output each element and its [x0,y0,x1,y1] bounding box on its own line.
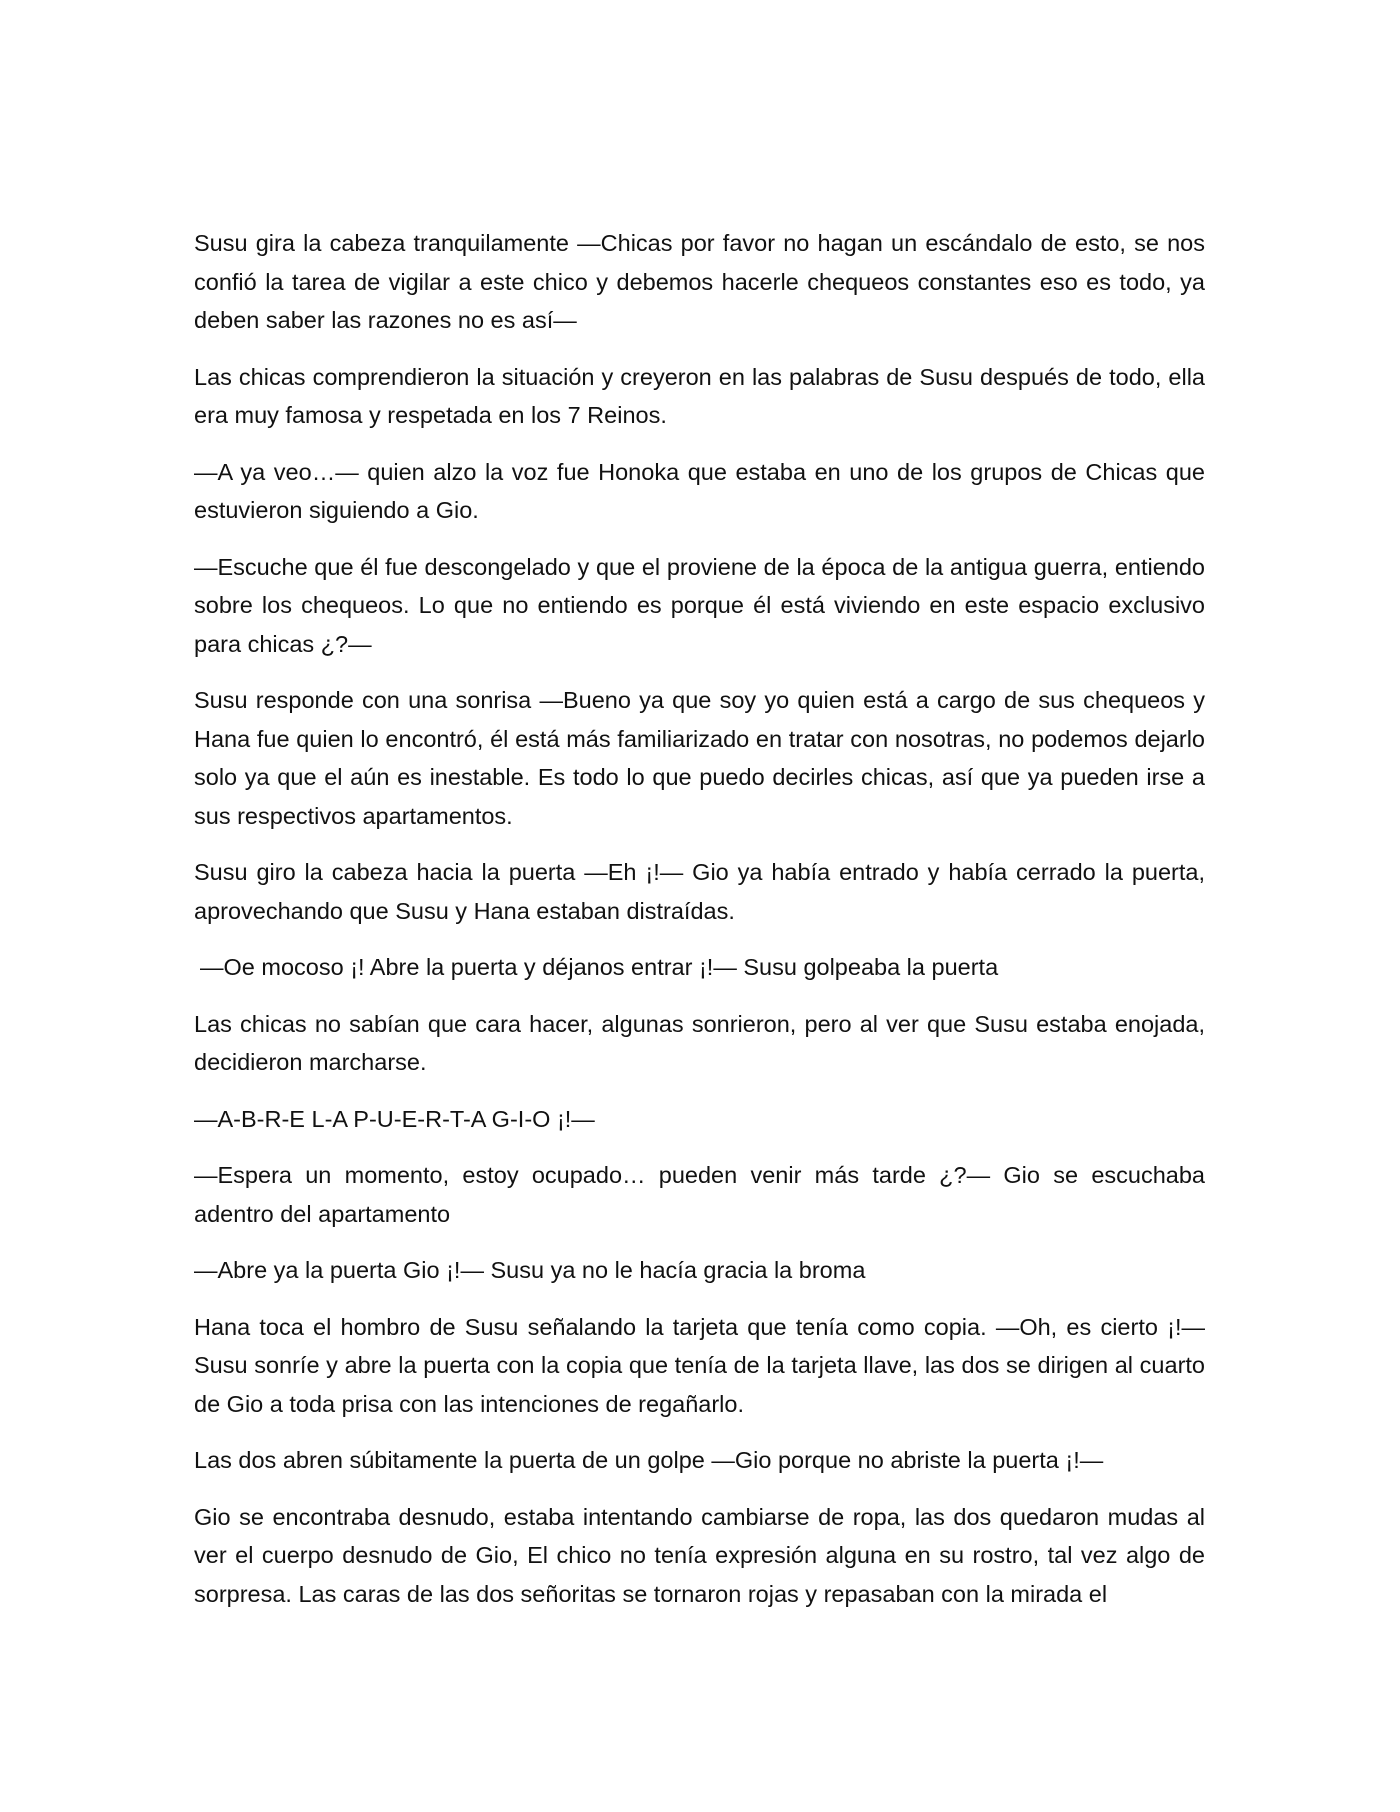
paragraph-12: Hana toca el hombro de Susu señalando la tarjeta que tenía como copia. —Oh, es cierto ¡!— Susu sonríe y abre la puerta con la copia que tenía de la tarjeta llave, las dos se dirigen al cuarto de Gio a toda prisa con las intenciones de regañarlo. [194,1313,1205,1417]
document-body [194,224,1205,1631]
paragraph-7: —Oe mocoso ¡! Abre la puerta y déjanos entrar ¡!— Susu golpeaba la puerta [200,954,999,980]
paragraph-14: Gio se encontraba desnudo, estaba intentando cambiarse de ropa, las dos quedaron mudas al ver el cuerpo desnudo de Gio, El chico no tenía expresión alguna en su rostro, tal vez algo de sorpresa. Las caras de las dos señoritas se tornaron rojas y repasaban con la mirada el [194,1503,1205,1607]
paragraph-9: —A-B-R-E L-A P-U-E-R-T-A G-I-O ¡!— [194,1105,595,1132]
paragraph-2: Las chicas comprendieron la situación y creyeron en las palabras de Susu después de todo, ella era muy famosa y respetada en los 7 Reinos. [194,363,1205,428]
paragraph-6: Susu giro la cabeza hacia la puerta —Eh ¡!— Gio ya había entrado y había cerrado la puerta, aprovechando que Susu y Hana estaban distraídas. [194,859,1205,924]
paragraph-11: —Abre ya la puerta Gio ¡!— Susu ya no le hacía gracia la broma [194,1257,866,1283]
paragraph-1: Susu gira la cabeza tranquilamente —Chicas por favor no hagan un escándalo de esto, se nos confió la tarea de vigilar a este chico y debemos hacerle chequeos constantes eso es todo, ya deben saber las razones no es así— [194,230,1205,333]
paragraph-3: —A ya veo…— quien alzo la voz fue Honoka que estaba en uno de los grupos de Chicas que estuvieron siguiendo a Gio. [194,458,1205,523]
paragraph-4: —Escuche que él fue descongelado y que el proviene de la época de la antigua guerra, entiendo sobre los chequeos. Lo que no entiendo es porque él está viviendo en este espacio exclusivo para chicas ¿?— [194,553,1205,657]
paragraph-10: —Espera un momento, estoy ocupado… pueden venir más tarde ¿?— Gio se escuchaba adentro del apartamento [194,1162,1205,1227]
paragraph-13: Las dos abren súbitamente la puerta de un golpe —Gio porque no abriste la puerta ¡!— [194,1447,1104,1473]
paragraph-8: Las chicas no sabían que cara hacer, algunas sonrieron, pero al ver que Susu estaba enojada, decidieron marcharse. [194,1010,1205,1075]
paragraph-5: Susu responde con una sonrisa —Bueno ya que soy yo quien está a cargo de sus chequeos y Hana fue quien lo encontró, él está más familiarizado en tratar con nosotras, no podemos dejarlo solo ya que el aún es inestable. Es todo lo que puedo decirles chicas, así que ya pueden irse a sus respectivos apartamentos. [194,687,1205,829]
